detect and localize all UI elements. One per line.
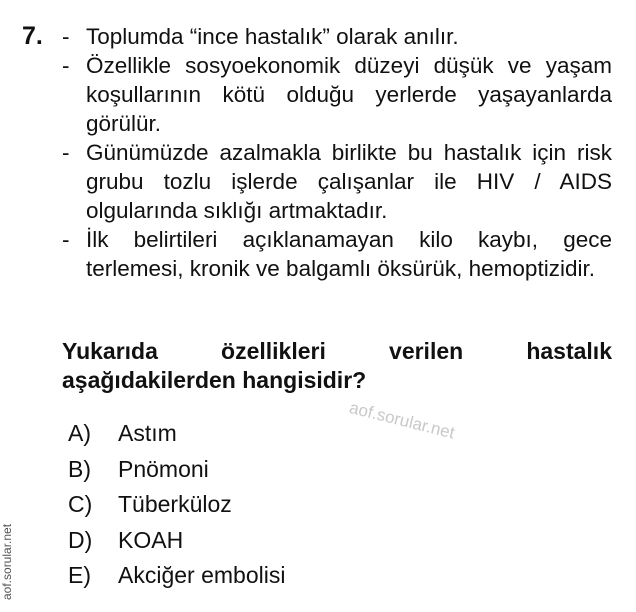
bullet-dash: - — [62, 227, 70, 252]
option-b[interactable] — [68, 452, 285, 488]
option-letter: C) — [68, 491, 93, 517]
option-letter: D) — [68, 526, 93, 553]
statement-text: Günümüzde azalmakla birlikte bu hastalık için risk grubu tozlu işlerde çalışanlar ile HIV / AIDS olgularında sıklığı artmaktadır. — [86, 140, 612, 223]
option-text: Tüberküloz — [118, 491, 232, 517]
option-letter: B) — [68, 455, 91, 482]
option-text: Akciğer embolisi — [118, 562, 286, 588]
statement-item — [62, 51, 612, 138]
bullet-dash: - — [62, 53, 70, 78]
statement-list — [62, 22, 612, 283]
statement-text: İlk belirtileri açıklanamayan kilo kaybı, gece terlemesi, kronik ve balgamlı öksürük, hemoptizidir. — [86, 227, 612, 281]
bullet-dash: - — [62, 24, 70, 49]
option-letter: E) — [68, 562, 91, 588]
option-text: Astım — [118, 420, 177, 446]
watermark: aof.sorular.net — [347, 398, 457, 443]
statement-text: Toplumda “ince hastalık” olarak anılır. — [86, 24, 459, 49]
option-text: Pnömoni — [118, 455, 209, 482]
side-watermark: aof.sorular.net — [0, 523, 14, 600]
option-letter: A) — [68, 420, 91, 446]
question-stem: Yukarıda özellikleri verilen hastalık aşağıdakilerden hangisidir? — [62, 338, 612, 393]
bullet-dash: - — [62, 140, 70, 165]
option-a[interactable] — [68, 416, 285, 452]
statement-text: Özellikle sosyoekonomik düzeyi düşük ve yaşam koşullarının kötü olduğu yerlerde yaşayanlarda görülür. — [86, 53, 612, 136]
option-c[interactable] — [68, 487, 285, 523]
option-e[interactable] — [68, 558, 285, 594]
statement-item — [62, 138, 612, 225]
statement-item — [62, 22, 612, 51]
option-d[interactable] — [68, 523, 285, 559]
answer-options — [68, 416, 285, 594]
option-text: KOAH — [118, 526, 184, 553]
question-number: 7. — [22, 22, 43, 50]
statement-item — [62, 225, 612, 283]
